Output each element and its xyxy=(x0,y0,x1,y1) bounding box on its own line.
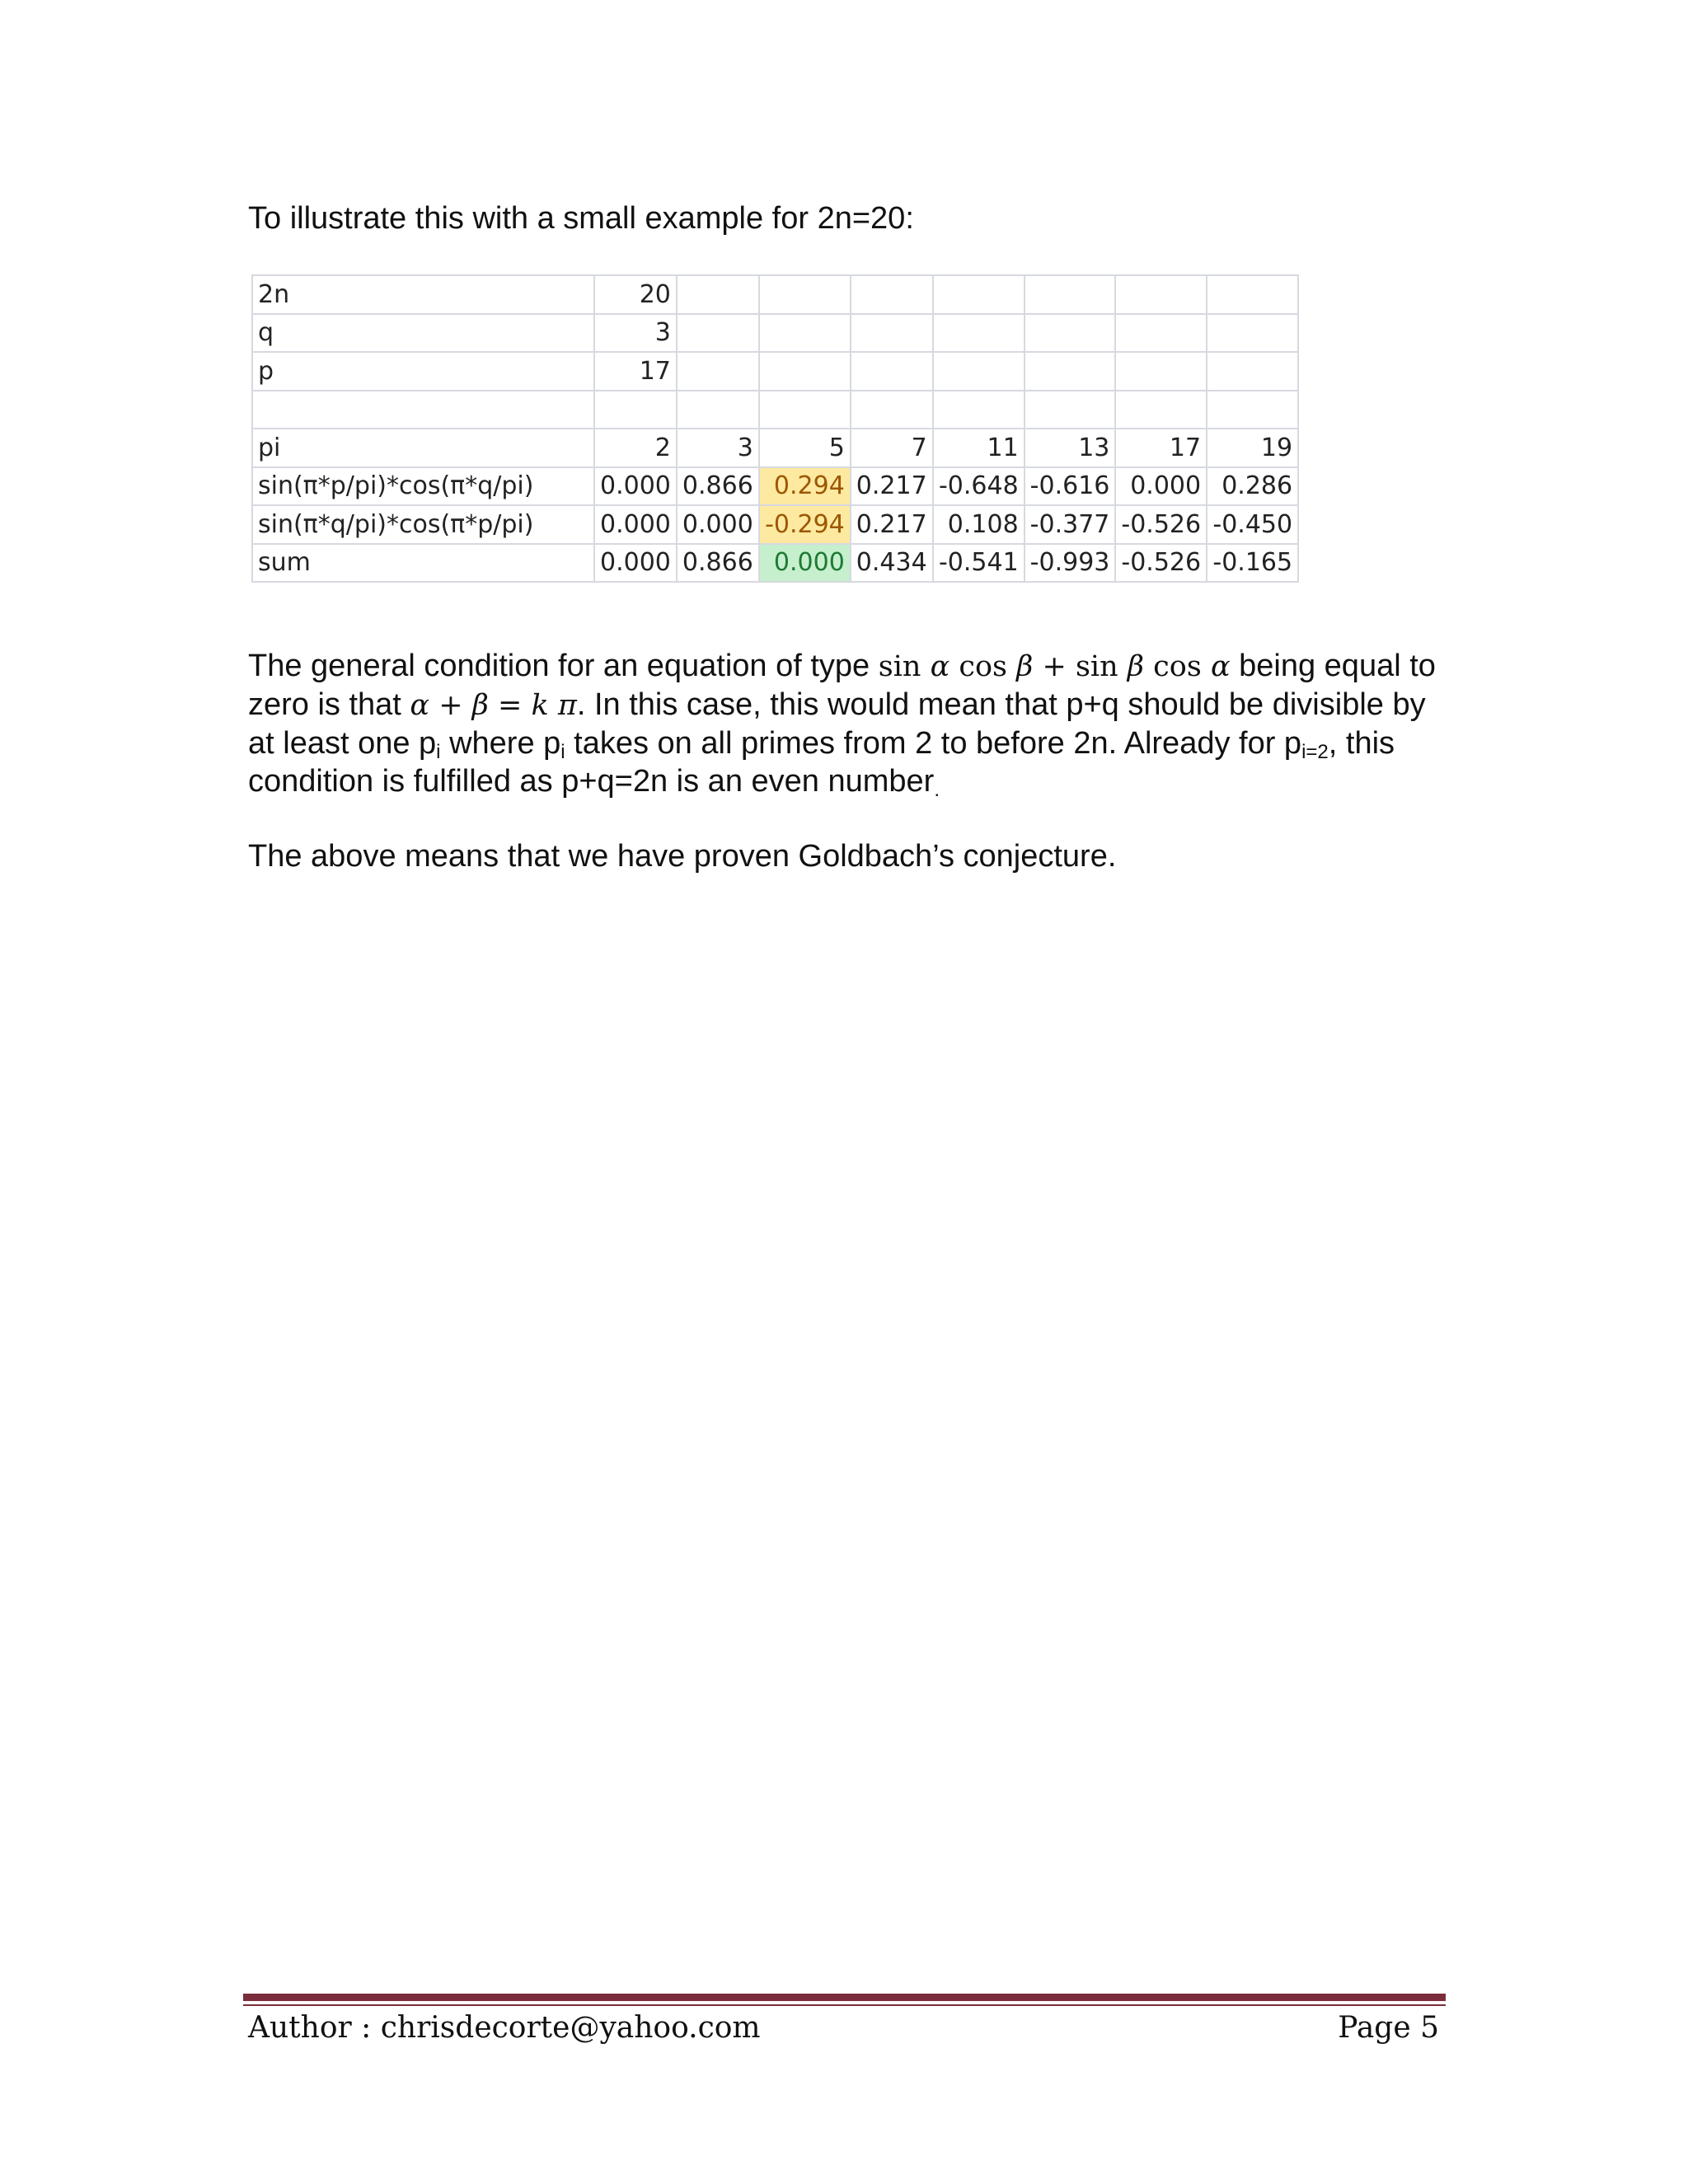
table-cell-label: sin(π*p/pi)*cos(π*q/pi) xyxy=(252,467,594,506)
table-cell: 5 xyxy=(759,429,851,467)
table-cell: 0.217 xyxy=(851,467,933,506)
table-cell: 0.217 xyxy=(851,505,933,544)
footer-page-number: Page 5 xyxy=(1338,2011,1439,2045)
table-cell: 3 xyxy=(677,429,759,467)
footer-rule-thin xyxy=(243,2004,1446,2006)
table-cell-label: 2n xyxy=(252,275,594,314)
table-cell: -0.648 xyxy=(933,467,1025,506)
table-cell: -0.165 xyxy=(1207,544,1298,583)
table-cell: 11 xyxy=(933,429,1025,467)
table-cell: 0.108 xyxy=(933,505,1025,544)
table-cell: 13 xyxy=(1025,429,1116,467)
table-cell: 20 xyxy=(594,275,677,314)
table-cell: 19 xyxy=(1207,429,1298,467)
table-cell: 0.000 xyxy=(594,544,677,583)
table-cell-highlighted: 0.294 xyxy=(759,467,851,506)
conclusion-paragraph: The above means that we have proven Goldbach’s conjecture. xyxy=(248,839,1117,874)
table-cell: -0.993 xyxy=(1025,544,1116,583)
intro-paragraph: To illustrate this with a small example for 2n=20: xyxy=(248,201,914,236)
condition-paragraph: The general condition for an equation of type sin α cos β + sin β cos α being equal to zero is that α + β = k π. In this case, this would mean that p+q should be divisible by at least one $p_i$ where $p_i$ takes on all primes from 2 to before 2n. Already for $p_{i=2}$, this condition is fulfilled as p+q=2n is an even number$_.$ xyxy=(248,649,1436,801)
table-cell: 17 xyxy=(594,352,677,391)
table-row-empty xyxy=(252,391,1298,429)
table-cell: -0.377 xyxy=(1025,505,1116,544)
table-row xyxy=(252,314,1298,353)
table-cell: 0.000 xyxy=(594,467,677,506)
table-cell: -0.616 xyxy=(1025,467,1116,506)
footer-rule xyxy=(243,1994,1446,2001)
table-cell-label: p xyxy=(252,352,594,391)
table-row xyxy=(252,505,1298,544)
footer-author: Author : chrisdecorte@yahoo.com xyxy=(248,2011,761,2045)
table-cell: 0.866 xyxy=(677,544,759,583)
table-cell-label: sum xyxy=(252,544,594,583)
table-row xyxy=(252,467,1298,506)
table-cell: -0.541 xyxy=(933,544,1025,583)
table-header-row xyxy=(252,429,1298,467)
table-cell-highlighted: 0.000 xyxy=(759,544,851,583)
table-cell: 0.434 xyxy=(851,544,933,583)
table-row xyxy=(252,544,1298,583)
equation-inline: sin α cos β + sin β cos α xyxy=(878,650,1231,683)
table-cell: -0.526 xyxy=(1115,544,1207,583)
table-row xyxy=(252,352,1298,391)
table-cell-label: sin(π*q/pi)*cos(π*p/pi) xyxy=(252,505,594,544)
table-cell-label: pi xyxy=(252,429,594,467)
table-cell: 0.000 xyxy=(677,505,759,544)
table-cell: -0.450 xyxy=(1207,505,1298,544)
table-row xyxy=(252,275,1298,314)
table-cell: 7 xyxy=(851,429,933,467)
table-cell-label: q xyxy=(252,314,594,353)
table-cell: 0.866 xyxy=(677,467,759,506)
condition-equation: α + β = k π xyxy=(410,689,577,722)
table-cell: 17 xyxy=(1115,429,1207,467)
table-cell: 3 xyxy=(594,314,677,353)
table-cell: 0.000 xyxy=(1115,467,1207,506)
table-cell: 0.000 xyxy=(594,505,677,544)
table-cell: 0.286 xyxy=(1207,467,1298,506)
table-cell: -0.526 xyxy=(1115,505,1207,544)
example-table xyxy=(251,274,1299,583)
table-cell: 2 xyxy=(594,429,677,467)
table-cell-highlighted: -0.294 xyxy=(759,505,851,544)
